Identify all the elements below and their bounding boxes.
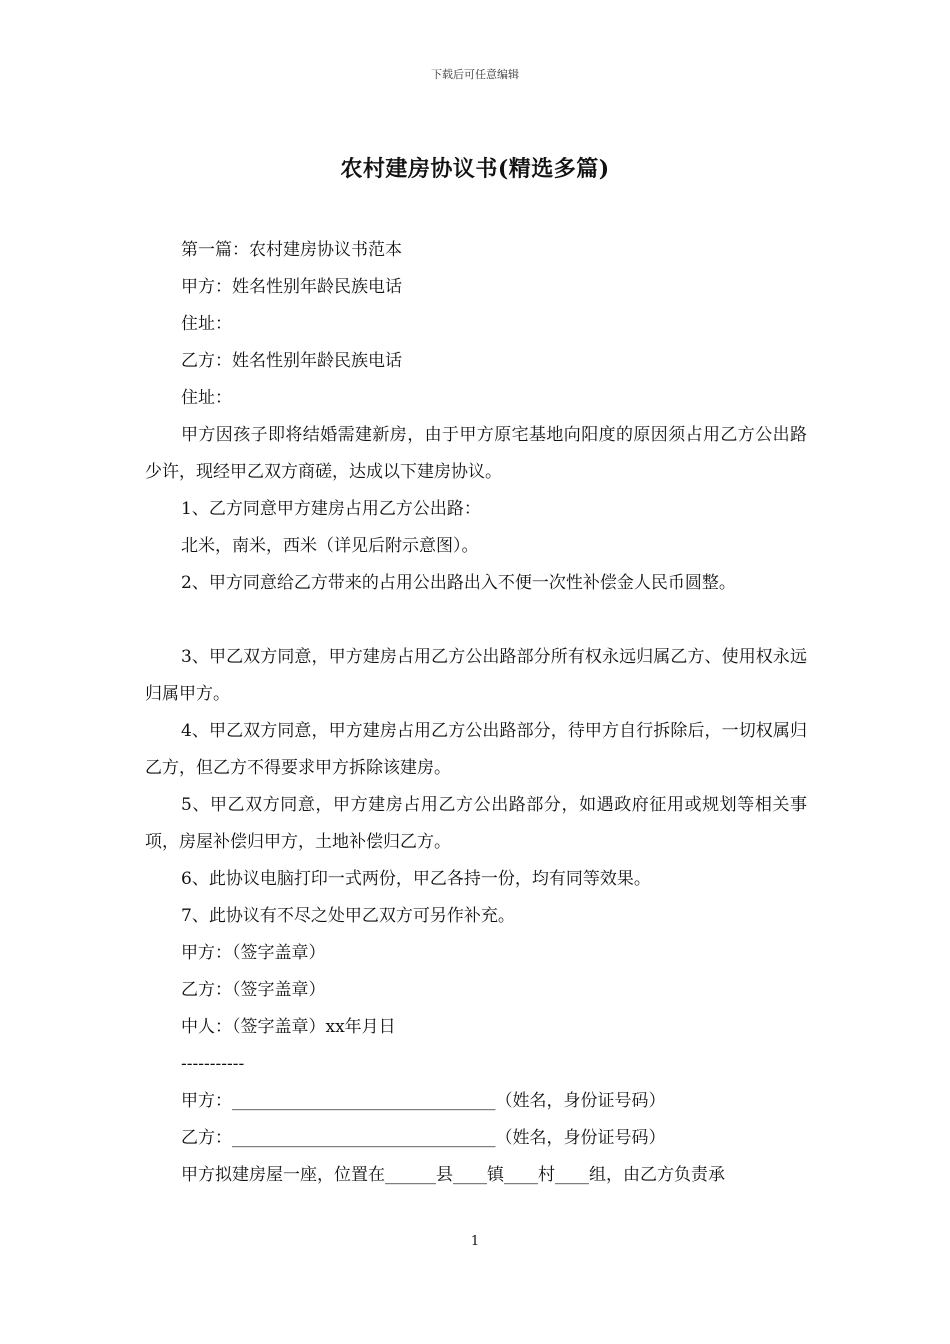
document-title: 农村建房协议书(精选多篇)	[340, 156, 610, 182]
party-a-signature: 甲方：（签字盖章）	[181, 943, 326, 963]
page-number: 1	[470, 1234, 480, 1249]
header-note: 下载后可任意编辑	[431, 68, 519, 81]
party-b-address: 住址：	[181, 388, 232, 408]
party-a-address: 住址：	[181, 314, 232, 334]
clause-3: 3、甲乙双方同意，甲方建房占用乙方公出路部分所有权永远归属乙方、使用权永远归属甲方。	[145, 647, 807, 704]
middleman-signature: 中人：（签字盖章）xx年月日	[181, 1017, 396, 1037]
construction-paragraph: 甲方拟建房屋一座，位置在______县____镇____村____组，由乙方负责承	[181, 1165, 725, 1185]
clause-4: 4、甲乙双方同意，甲方建房占用乙方公出路部分，待甲方自行拆除后，一切权属归乙方，但乙方不得要求甲方拆除该建房。	[145, 721, 807, 778]
clause-6: 6、此协议电脑打印一式两份，甲乙各持一份，均有同等效果。	[181, 869, 651, 889]
separator-line: -----------	[181, 1054, 245, 1074]
party-b-info: 乙方：姓名性别年龄民族电话	[181, 351, 402, 371]
section-heading: 第一篇：农村建房协议书范本	[181, 240, 402, 260]
clause-1-detail: 北米，南米，西米（详见后附示意图）。	[181, 536, 479, 556]
preamble-paragraph: 甲方因孩子即将结婚需建新房，由于甲方原宅基地向阳度的原因须占用乙方公出路少许，现经甲乙双方商磋，达成以下建房协议。	[145, 425, 807, 482]
clause-7: 7、此协议有不尽之处甲乙双方可另作补充。	[181, 906, 515, 926]
party-b-blank-field: 乙方：_______________________________（姓名，身份证号码）	[181, 1128, 666, 1148]
clause-1: 1、乙方同意甲方建房占用乙方公出路：	[181, 499, 481, 519]
blank-line	[145, 602, 807, 639]
clause-2: 2、甲方同意给乙方带来的占用公出路出入不便一次性补偿金人民币圆整。	[181, 573, 736, 593]
party-a-blank-field: 甲方：_______________________________（姓名，身份证号码）	[181, 1091, 666, 1111]
document-body	[145, 232, 807, 1194]
party-b-signature: 乙方：（签字盖章）	[181, 980, 326, 1000]
clause-5: 5、甲乙双方同意，甲方建房占用乙方公出路部分，如遇政府征用或规划等相关事项，房屋补偿归甲方，土地补偿归乙方。	[145, 795, 807, 852]
party-a-info: 甲方：姓名性别年龄民族电话	[181, 277, 402, 297]
